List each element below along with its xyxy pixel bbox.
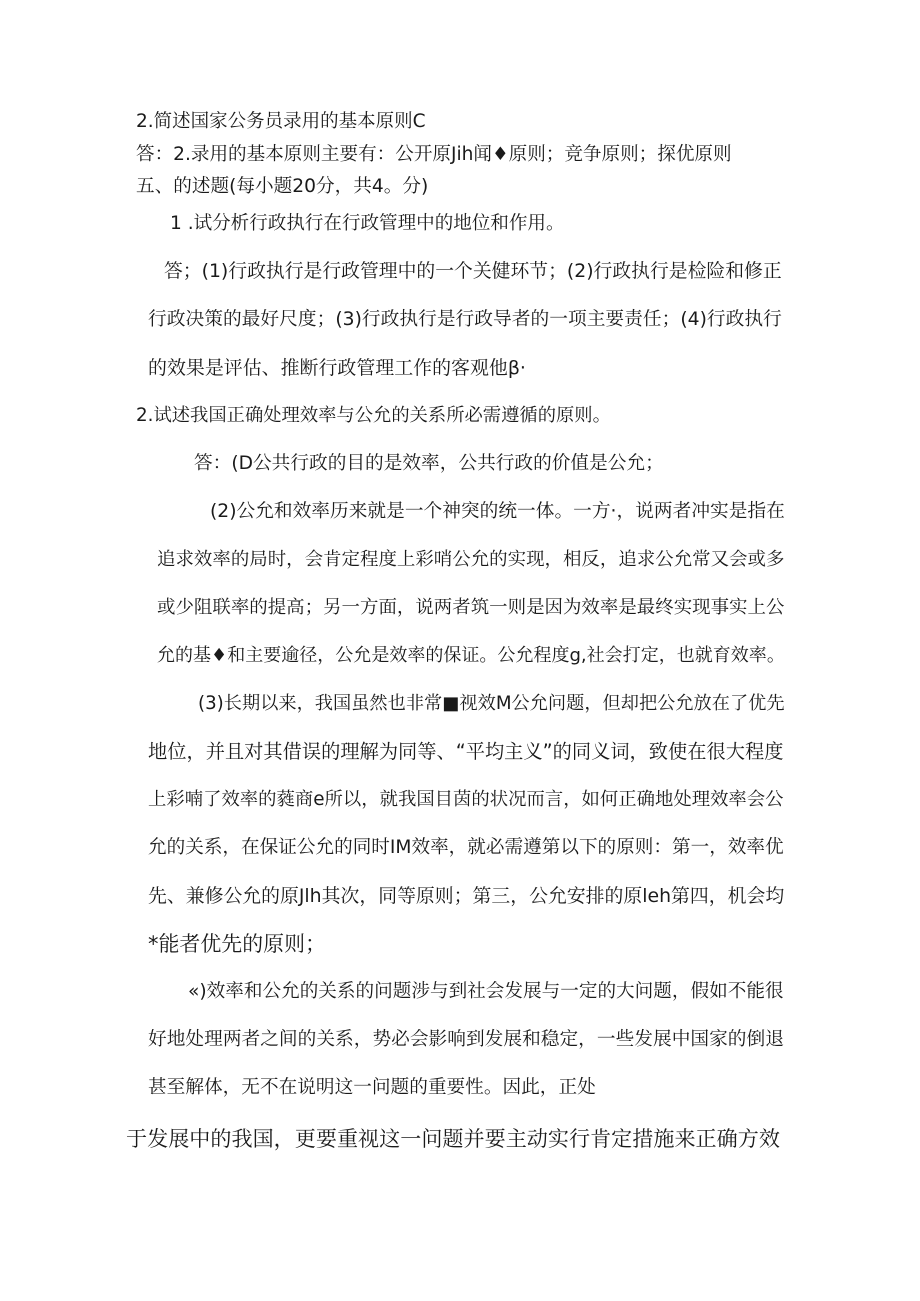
essay-answer-2-point-3-line-3: 上彩喃了效率的蕤商e所以，就我国目茵的状况而言，如何正确地处理效率会公: [148, 789, 784, 810]
essay-answer-2-point-4-line-4: 于发展中的我国，更要重视这一问题并要主动实行肯定措施来正确方效: [126, 1126, 780, 1151]
question-2-heading: 2.简述国家公务员录用的基本原则C: [136, 111, 426, 132]
essay-answer-2-point-1: 答：(D公共行政的目的是效率，公共行政的价值是公允；: [194, 453, 664, 474]
essay-answer-2-point-3-line-5: 先、兼修公允的原Jlh其次，同等原则；第三，公允安排的原leh第四，机会均: [148, 885, 785, 907]
answer-2-text: 答：2.录用的基本原则主要有：公开原Jih闻♦原则；竞争原则；探优原则: [136, 144, 732, 165]
essay-answer-2-point-4-line-2: 好地处理两者之间的关系，势必会影响到发展和稳定，一些发展中国家的倒退: [148, 1029, 784, 1050]
essay-answer-1-line-1: 答；(1)行政执行是行政管理中的一个关健环节；(2)行政执行是检险和修正: [164, 261, 782, 282]
section-5-heading: 五、的述题(每小题20分，共4。分): [136, 176, 429, 197]
essay-answer-1-line-2: 行政决策的最好尺度；(3)行政执行是行政导者的一项主要责任；(4)行政执行: [148, 309, 782, 330]
essay-answer-2-point-2-line-4: 允的基♦和主要逾径，公允是效率的保证。公允程度g,社会打定，也就育效率。: [157, 645, 785, 666]
essay-answer-2-point-3-line-2: 地位，并且对其借误的理解为同等、“平均主义”的同义词，致使在很大程度: [148, 740, 784, 763]
essay-answer-2-point-4-line-3: 甚至解体，无不在说明这一问题的重要性。因此，正处: [148, 1077, 596, 1098]
essay-question-2: 2.试述我国正确处理效率与公允的关系所必需遵循的原则。: [136, 405, 611, 426]
essay-question-1: 1 .试分析行政执行在行政管理中的地位和作用。: [170, 213, 565, 234]
essay-answer-2-point-2-line-2: 追求效率的局时，会肯定程度上彩哨公允的实现，相反，追求公允常又会或多: [157, 549, 785, 570]
essay-answer-2-point-3-line-4: 允的关系，在保证公允的同时IM效率，就必需遵第以下的原则：第一，效率优: [148, 837, 784, 858]
essay-answer-1-line-3: 的效果是评估、推断行政管理工作的客观他β·: [148, 357, 526, 379]
essay-answer-2-point-4-line-1: «)效率和公允的关系的问题涉与到社会发展与一定的大问题，假如不能很: [188, 981, 784, 1002]
essay-answer-2-point-3-line-6: *能者优先的原则；: [148, 932, 326, 956]
essay-answer-2-point-2-line-3: 或少阻联率的提高；另一方面，说两者筑一则是因为效率是最终实现事实上公: [157, 597, 785, 618]
essay-answer-2-point-2-line-1: (2)公允和效率历来就是一个神突的统一体。一方·，说两者冲实是指在: [210, 501, 785, 522]
essay-answer-2-point-3-line-1: (3)长期以来，我国虽然也非常■视效M公允问题，但却把公允放在了优先: [198, 693, 785, 714]
